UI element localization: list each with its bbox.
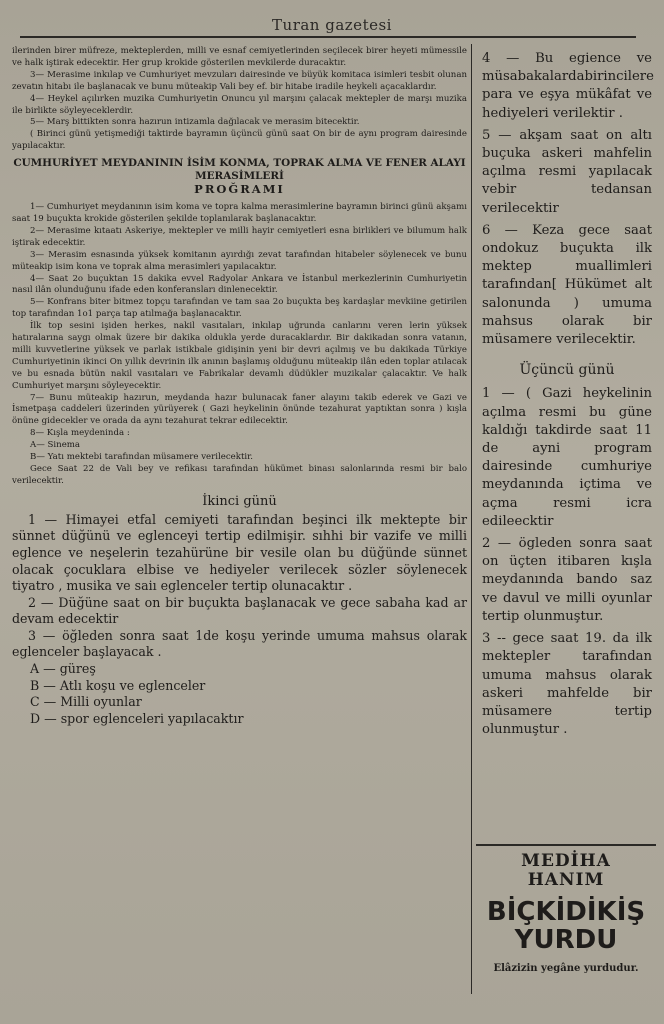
ceremony-item: 8— Kışla meydeninda : [30, 428, 130, 439]
ceremony-title: CUMHURİYET MEYDANININ İSİM KONMA, TOPRAK ALMA VE FENER ALAYI MERASİMLERİ [13, 157, 466, 183]
column-divider [471, 44, 472, 994]
right-item: 2 — ögleden sonra saat on üçten itibaren kışla meydanında bando saz ve davul ve milli oyunlar tertip olunmuştur. [482, 536, 652, 624]
ceremony-item: İlk top sesini işiden herkes, nakil vasıtaları, inkılap uğrunda canlarını veren lerin yüksek hatıralarına saygı olmak üzere bir dakika oldukla yerde duracaklardır. Bir dakikadan sonra vatanın, milli kuvvetlerine yüksek ve parlak istikbale gidişinin yeni bir devri açılmış ve bu dakikada Türkiye Cumhuriyetinin ikinci On yıllık devrinin ilk anının başlamış olduğunu müteakip ilân eden toplar atılacak ve bu esnada bütün nakil vasıtaları ve Fabrikalar devamlı düdükler muzikalar çalacaktır. Ve halk Cumhuriyet marşını söyleyecektir. [12, 321, 467, 391]
ceremony-item: 3— Merasim esnasında yüksek komitanın ayırdığı zevat tarafından hitabeler söylenecek ve bunu müteakip isim kona ve toprak alma merasimleri yapılacaktır. [12, 249, 467, 272]
ad-rule [476, 844, 656, 846]
intro-paragraph: ( Birinci günü yetişmediği taktirde bayramın üçüncü günü saat On bir de aynı program dairesinde yapılacaktır. [12, 129, 467, 152]
intro-paragraph: 4— Heykel açılırken muzika Cumhuriyetin Onuncu yıl marşını çalacak mektepler de marşı muzika ile birlikte söyleyeceklerdir. [12, 93, 467, 116]
ad-name: MEDİHA [521, 851, 611, 871]
ceremony-item: Gece Saat 22 de Vali bey ve refikası tarafından hükümet binası salonlarında resmi bir balo verilecektir. [12, 464, 467, 486]
day2-item: 1 — Himayei etfal cemiyeti tarafından beşinci ilk mektepte bir sünnet düğünü ve eglenceyi tertip edilmişir. sıhhi bir vazife ve milli eglence ve neşelerin tezahürüne bir vesile olan bu düğünde sünnet olacak çocuklara elbise ve hediyeler verilecek sözler söylenecek tiyatro , musika ve saiı eglenceler tertip olunacaktır . [12, 511, 467, 594]
right-item: 4 — Bu egience ve müsabakalardabirincilere para ve eşya mükâfat ve hediyeleri verilektir . [482, 51, 654, 121]
ad-subtitle: Elâzizin yegâne yurdudur. [493, 963, 639, 974]
newspaper-header: Turan gazetesi [272, 16, 392, 34]
day2-heading: İkinci günü [202, 493, 277, 509]
right-column [482, 50, 652, 739]
ceremony-item: A— Sinema [30, 440, 81, 451]
right-item: 6 — Keza gece saat ondokuz buçukta ilk mektep muallimleri tarafından[ Hükümet alt salonunda ) umuma mahsus olarak bir müsamere verilecektir. [482, 222, 652, 348]
day2-item: 2 — Düğüne saat on bir buçukta başlanacak ve gece sabaha kad ar devam edecektir [12, 594, 467, 627]
day2-item: 3 — öğleden sonra saat 1de koşu yerinde umuma mahsus olarak eglenceler başlayacak . [12, 627, 467, 660]
day2-subitem: A — güreş [30, 661, 96, 677]
ad-shop: BİÇKİDİKİŞ [486, 897, 646, 927]
intro-paragraph: 5— Marş bittikten sonra hazırun intizamla dağılacak ve merasim bitecektir. [30, 117, 360, 128]
day2-section [12, 512, 467, 728]
advertisement [476, 852, 656, 976]
day2-subitem: D — spor eglenceleri yapılacaktır [30, 710, 244, 726]
ceremony-item: 5— Konfrans biter bitmez topçu tarafından ve tam saa 2o buçukta beş kardaşlar mevkiine getirilen top tarafından 1o1 parça tap atılmağa başlanacaktır. [12, 297, 467, 320]
right-item: 1 — ( Gazi heykelinin açılma resmi bu güne kaldığı takdirde saat 11 de ayni program dairesinde cumhuriye meydanında içtima ve açma resmi icra edileecktir [482, 386, 652, 529]
ceremony-item: 1— Cumhuriyet meydanının isim koma ve topra kalma merasimlerine bayramın birinci günü akşamı saat 19 buçukta krokide gösterilen şekilde toplanılarak başlanacaktır. [12, 202, 467, 224]
ad-shop: YURDU [514, 925, 618, 955]
right-item: 5 — akşam saat on altı buçuka askeri mahfelin açılma resmi yapılacak vebir tedansan verilecektir [482, 127, 652, 216]
intro-paragraph: 3— Merasime inkılap ve Cumhuriyet mevzuları dairesinde ve büyük komitaca isimleri tesbit olunan zevatın hitabı ile başlanacak ve bunu müteakip Vali bey ef. bir hitabe iradile heykeli açacaklardır. [12, 69, 467, 92]
day2-subitem: C — Milli oyunlar [30, 694, 142, 710]
intro-paragraph: ilerinden birer müfreze, mekteplerden, milli ve esnaf cemiyetlerinden seçilecek birer heyeti mümessile ve halk iştirak edecektir. Her grup krokide gösterilen mevkilerde duracaktır. [12, 46, 467, 68]
day3-heading: Üçüncü günü [519, 362, 615, 379]
header-rule [20, 36, 636, 38]
ceremony-subtitle: PROĞRAMI [194, 182, 285, 197]
ad-name: HANIM [527, 870, 605, 890]
ceremony-item: 7— Bunu müteakip hazırun, meydanda hazır bulunacak faner alayını takib ederek ve Gazi ve İsmetpaşa caddeleri üzerinden yürüyerek ( Gazi heykelinin önünde tezahurat yaptıktan sonra ) kışla önüne gidecekler ve orada da aynı tezahurat tekrar edilecektir. [12, 392, 467, 427]
right-item: 3 -- gece saat 19. da ilk mektepler tarafından umuma mahsus olarak askeri mahfelde bir müsamere tertip olunmuştur . [482, 631, 652, 738]
ceremony-item: 2— Merasime kıtaatı Askeriye, mektepler ve milli hayir cemiyetleri esna birlikleri ve bilumum halk iştirak edecektir. [12, 225, 467, 248]
day2-subitem: B — Atlı koşu ve eglenceler [30, 677, 206, 693]
ceremony-item: B— Yatı mektebi tarafından müsamere verilecektir. [30, 452, 254, 463]
ceremony-item: 4— Saat 2o buçuktan 15 dakika evvel Radyolar Ankara ve İstanbul merkezlerinin Cumhuriyetin nasıl ilân olunduğunu ifade eden konferansları dinlenecektir. [12, 273, 467, 296]
left-column [12, 46, 467, 1016]
